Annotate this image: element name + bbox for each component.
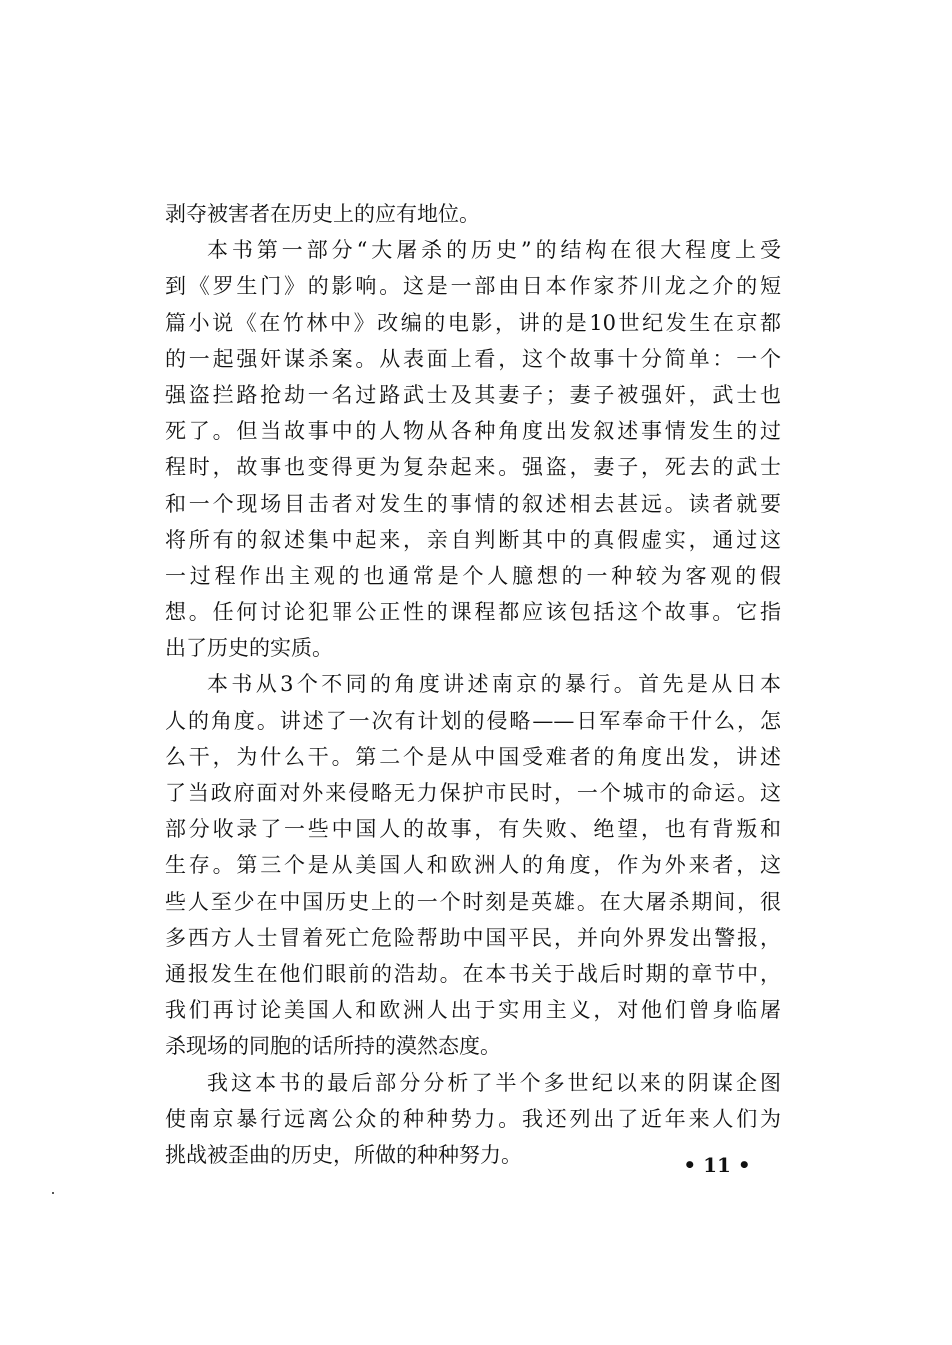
text-line: 出了历史的实质。 bbox=[165, 636, 333, 661]
text-line: 剥夺被害者在历史上的应有地位。 bbox=[165, 202, 480, 226]
text-line: 强盗拦路抢劫一名过路武士及其妻子；妻子被强奸，武士也 bbox=[165, 382, 781, 407]
text-line: 我们再讨论美国人和欧洲人出于实用主义，对他们曾身临屠 bbox=[165, 998, 781, 1023]
paragraph-2 bbox=[165, 232, 781, 666]
text-line: 一过程作出主观的也通常是个人臆想的一种较为客观的假 bbox=[165, 563, 781, 588]
text-line: 杀现场的同胞的话所持的漠然态度。 bbox=[165, 1034, 501, 1059]
text-line: 死了。但当故事中的人物从各种角度出发叙述事情发生的过 bbox=[165, 419, 781, 444]
text-line: 将所有的叙述集中起来，亲自判断其中的真假虚实，通过这 bbox=[165, 527, 781, 552]
text-line: 了当政府面对外来侵略无力保护市民时，一个城市的命运。这 bbox=[165, 781, 781, 805]
body-text bbox=[165, 196, 781, 1173]
text-line: 些人至少在中国历史上的一个时刻是英雄。在大屠杀期间，很 bbox=[165, 889, 781, 914]
text-line: 的一起强奸谋杀案。从表面上看，这个故事十分简单：一个 bbox=[165, 346, 781, 371]
text-line: 我这本书的最后部分分析了半个多世纪以来的阴谋企图 bbox=[207, 1070, 781, 1095]
text-line: 人的角度。讲述了一次有计划的侵略——日军奉命干什么，怎 bbox=[165, 708, 781, 733]
text-line: 篇小说《在竹林中》改编的电影，讲的是10世纪发生在京都 bbox=[165, 310, 781, 335]
text-line: 生存。第三个是从美国人和欧洲人的角度，作为外来者，这 bbox=[165, 853, 781, 878]
scan-speck bbox=[52, 1192, 54, 1194]
text-line: 部分收录了一些中国人的故事，有失败、绝望，也有背叛和 bbox=[165, 817, 781, 842]
text-line: 使南京暴行远离公众的种种势力。我还列出了近年来人们为 bbox=[165, 1106, 781, 1131]
text-line: 本书从3个不同的角度讲述南京的暴行。首先是从日本 bbox=[207, 672, 781, 697]
text-line: 想。任何讨论犯罪公正性的课程都应该包括这个故事。它指 bbox=[165, 600, 781, 625]
paragraph-3 bbox=[165, 666, 781, 1064]
text-line: 多西方人士冒着死亡危险帮助中国平民，并向外界发出警报， bbox=[165, 925, 781, 950]
text-line: 本书第一部分“大屠杀的历史”的结构在很大程度上受 bbox=[207, 238, 781, 263]
text-line: 程时，故事也变得更为复杂起来。强盗，妻子，死去的武士 bbox=[165, 455, 781, 480]
text-line: 通报发生在他们眼前的浩劫。在本书关于战后时期的章节中， bbox=[165, 961, 781, 986]
text-line: 么干，为什么干。第二个是从中国受难者的角度出发，讲述 bbox=[165, 744, 781, 769]
text-line: 挑战被歪曲的历史，所做的种种努力。 bbox=[165, 1142, 522, 1167]
page-number: • 11 • bbox=[683, 1153, 751, 1177]
text-line: 和一个现场目击者对发生的事情的叙述相去甚远。读者就要 bbox=[165, 491, 781, 516]
text-line: 到《罗生门》的影响。这是一部由日本作家芥川龙之介的短 bbox=[165, 274, 781, 299]
paragraph-1 bbox=[165, 196, 781, 232]
